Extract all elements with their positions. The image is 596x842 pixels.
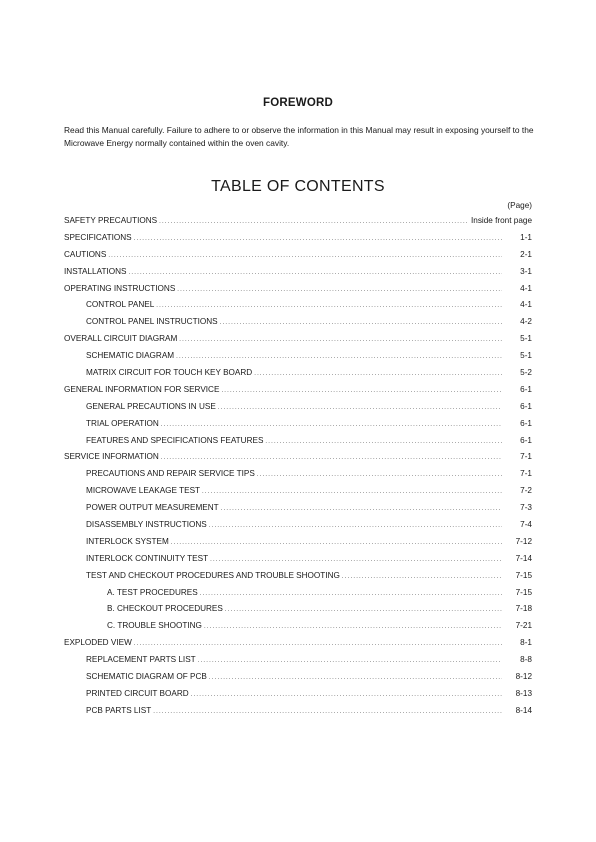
toc-entry-label: INSTALLATIONS — [64, 266, 127, 276]
toc-entry-label: SCHEMATIC DIAGRAM — [86, 351, 175, 361]
toc-entry-label: INTERLOCK CONTINUITY TEST — [86, 553, 209, 563]
toc-entry-page: Inside front page — [471, 216, 532, 225]
toc-leader-dots — [225, 607, 502, 613]
toc-leader-dots — [221, 506, 502, 512]
toc-entry-page: 4-1 — [520, 300, 532, 310]
toc-entry[interactable] — [64, 689, 532, 706]
toc-entry-label: SAFETY PRECAUTIONS — [64, 216, 158, 225]
toc-entry-label: CAUTIONS — [64, 249, 107, 259]
toc-entry-page: 4-1 — [520, 283, 532, 293]
toc-entry[interactable] — [64, 503, 532, 520]
toc-leader-dots — [176, 354, 502, 360]
toc-entry-label: MATRIX CIRCUIT FOR TOUCH KEY BOARD — [86, 368, 253, 378]
toc-entry[interactable] — [64, 334, 532, 351]
toc-entry-label: PRECAUTIONS AND REPAIR SERVICE TIPS — [86, 469, 255, 479]
toc-leader-dots — [156, 303, 502, 309]
toc-entry[interactable] — [64, 284, 532, 301]
toc-entry[interactable] — [64, 588, 532, 605]
toc-entry-page: 8-12 — [515, 672, 532, 682]
toc-leader-dots — [177, 287, 502, 293]
toc-entry[interactable] — [64, 351, 532, 368]
toc-title: TABLE OF CONTENTS — [211, 178, 385, 195]
toc-entry-label: MICROWAVE LEAKAGE TEST — [86, 486, 201, 496]
toc-entry-page: 3-1 — [520, 266, 532, 276]
toc-leader-dots — [171, 540, 502, 546]
toc-entry-label: TEST AND CHECKOUT PROCEDURES AND TROUBLE SHOOTING — [86, 570, 340, 580]
toc-entry-page: 5-1 — [520, 351, 532, 361]
toc-leader-dots — [220, 320, 502, 326]
toc-leader-dots — [198, 658, 502, 664]
toc-entry-label: EXPLODED VIEW — [64, 638, 132, 648]
toc-entry-page: 6-1 — [520, 418, 532, 428]
toc-leader-dots — [257, 472, 502, 478]
toc-leader-dots — [202, 489, 502, 495]
toc-entry-page: 7-21 — [515, 621, 532, 631]
toc-entry[interactable] — [64, 469, 532, 486]
toc-entry[interactable] — [64, 486, 532, 503]
toc-entry-page: 8-13 — [515, 688, 532, 698]
toc-entry[interactable] — [64, 621, 532, 638]
toc-leader-dots — [209, 523, 502, 529]
foreword-text: Read this Manual carefully. Failure to adhere to or observe the information in this Manual may result in exposing yourself to the Microwave Energy normally contained within the oven cavity. — [64, 125, 534, 148]
toc-leader-dots — [153, 709, 502, 715]
toc-entry-label: FEATURES AND SPECIFICATIONS FEATURES — [86, 435, 264, 445]
toc-entry[interactable] — [64, 385, 532, 402]
toc-entry-label: OVERALL CIRCUIT DIAGRAM — [64, 334, 178, 344]
toc-entry-page: 7-12 — [515, 536, 532, 546]
toc-entry-label: POWER OUTPUT MEASUREMENT — [86, 503, 219, 513]
toc-entry-page: 7-2 — [520, 486, 532, 496]
toc-entry-page: 6-1 — [520, 435, 532, 445]
toc-entry[interactable] — [64, 604, 532, 621]
toc-entry[interactable] — [64, 419, 532, 436]
toc-leader-dots — [134, 641, 502, 647]
toc-entry-page: 8-8 — [520, 655, 532, 665]
toc-entry[interactable] — [64, 638, 532, 655]
toc-entry-page: 7-4 — [520, 520, 532, 530]
toc-entry-page: 2-1 — [520, 249, 532, 259]
toc-entry[interactable] — [64, 267, 532, 284]
toc-entry-label: CONTROL PANEL INSTRUCTIONS — [86, 317, 218, 327]
toc-entry[interactable] — [64, 233, 532, 250]
toc-leader-dots — [108, 253, 502, 259]
toc-leader-dots — [221, 388, 502, 394]
toc-entry-page: 5-2 — [520, 368, 532, 378]
toc-entry-label: TRIAL OPERATION — [86, 418, 159, 428]
toc-entry[interactable] — [64, 250, 532, 267]
toc-entry-label: INTERLOCK SYSTEM — [86, 536, 169, 546]
page-column-header: (Page) — [507, 201, 532, 210]
toc-leader-dots — [179, 337, 502, 343]
toc-entry-page: 7-1 — [520, 452, 532, 462]
toc-entry-label: A. TEST PROCEDURES — [107, 587, 198, 597]
toc-entry-label: PCB PARTS LIST — [86, 705, 152, 715]
toc-leader-dots — [342, 574, 502, 580]
toc-entry-label: DISASSEMBLY INSTRUCTIONS — [86, 520, 207, 530]
toc-entry-label: SERVICE INFORMATION — [64, 452, 159, 462]
toc-entry[interactable] — [64, 672, 532, 689]
toc-entry[interactable] — [64, 300, 532, 317]
toc-entry-page: 7-14 — [515, 553, 532, 563]
toc-leader-dots — [128, 270, 502, 276]
foreword-title: FOREWORD — [263, 97, 333, 109]
toc-entry-label: CONTROL PANEL — [86, 300, 155, 310]
toc-entry[interactable] — [64, 317, 532, 334]
toc-leader-dots — [204, 624, 502, 630]
toc-entry-label: B. CHECKOUT PROCEDURES — [107, 604, 223, 614]
toc-entry-page: 1-1 — [520, 232, 532, 242]
toc-entry[interactable] — [64, 452, 532, 469]
toc-leader-dots — [218, 405, 502, 411]
toc-entry[interactable] — [64, 368, 532, 385]
toc-entry-page: 5-1 — [520, 334, 532, 344]
toc-entry-page: 7-1 — [520, 469, 532, 479]
toc-entry-label: REPLACEMENT PARTS LIST — [86, 655, 196, 665]
toc-entry[interactable] — [64, 520, 532, 537]
toc-entry-label: SPECIFICATIONS — [64, 232, 132, 242]
table-of-contents — [64, 216, 532, 723]
toc-leader-dots — [210, 557, 502, 563]
toc-entry[interactable] — [64, 571, 532, 588]
toc-entry-label: C. TROUBLE SHOOTING — [107, 621, 202, 631]
toc-entry[interactable] — [64, 537, 532, 554]
toc-entry-page: 8-1 — [520, 638, 532, 648]
toc-entry-page: 6-1 — [520, 384, 532, 394]
toc-entry-label: GENERAL INFORMATION FOR SERVICE — [64, 384, 220, 394]
toc-leader-dots — [254, 371, 502, 377]
toc-entry-page: 8-14 — [515, 705, 532, 715]
toc-entry-label: GENERAL PRECAUTIONS IN USE — [86, 401, 216, 411]
toc-entry-page: 7-18 — [515, 604, 532, 614]
toc-leader-dots — [191, 692, 502, 698]
toc-entry[interactable] — [64, 402, 532, 419]
toc-entry[interactable] — [64, 706, 532, 723]
toc-entry[interactable] — [64, 554, 532, 571]
toc-leader-dots — [159, 219, 467, 225]
toc-leader-dots — [134, 236, 502, 242]
toc-entry-page: 7-15 — [515, 587, 532, 597]
toc-entry[interactable] — [64, 436, 532, 453]
toc-entry-label: OPERATING INSTRUCTIONS — [64, 283, 176, 293]
toc-entry-page: 6-1 — [520, 401, 532, 411]
toc-entry-page: 4-2 — [520, 317, 532, 327]
toc-entry[interactable] — [64, 216, 532, 233]
toc-entry[interactable] — [64, 655, 532, 672]
toc-entry-page: 7-15 — [515, 570, 532, 580]
toc-leader-dots — [200, 591, 502, 597]
toc-entry-page: 7-3 — [520, 503, 532, 513]
toc-leader-dots — [265, 439, 502, 445]
toc-leader-dots — [161, 422, 502, 428]
toc-entry-label: SCHEMATIC DIAGRAM OF PCB — [86, 672, 207, 682]
toc-entry-label: PRINTED CIRCUIT BOARD — [86, 688, 189, 698]
toc-leader-dots — [209, 675, 502, 681]
toc-leader-dots — [161, 455, 502, 461]
